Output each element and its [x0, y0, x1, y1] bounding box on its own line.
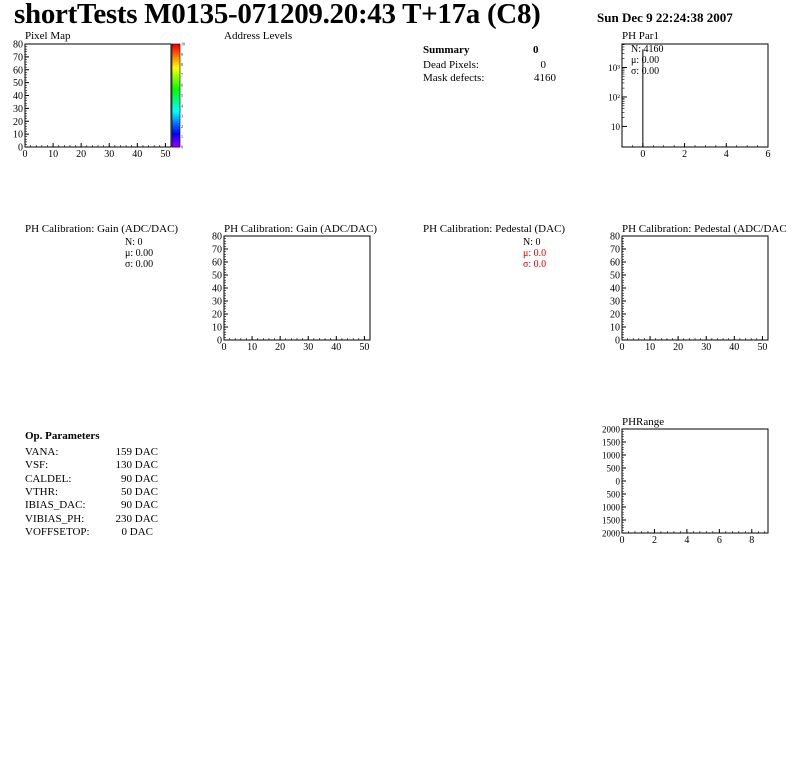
palette-tick-label: 8 [181, 62, 183, 68]
palette-tick-label: 6 [181, 82, 183, 88]
y-tick-label: 50 [212, 270, 222, 282]
summary-row-label: Mask defects: [423, 72, 485, 84]
op-param-label: CALDEL: [25, 473, 72, 485]
x-tick-label: 20 [673, 342, 684, 353]
ph_range-frame [622, 429, 768, 533]
y-tick-label: 70 [212, 244, 222, 256]
x-tick-label: 50 [757, 342, 768, 353]
palette-tick-label: 10 [181, 41, 185, 47]
y-tick-label: 1500 [602, 437, 620, 448]
y-tick-label: 40 [212, 283, 222, 295]
y-tick-label: 70 [13, 52, 23, 64]
y-tick-label: 10 [611, 121, 620, 132]
y-tick-label: 60 [212, 257, 222, 269]
palette-cell [172, 44, 180, 47]
y-tick-label: 20 [212, 309, 222, 321]
pedestal-stat-n: N: 0 [523, 237, 541, 248]
y-tick-label: 10² [608, 92, 620, 103]
op-param-value: 0 DAC [121, 526, 153, 538]
pedestal-stat-sigma: σ: 0.0 [523, 259, 547, 270]
x-tick-label: 2 [651, 535, 657, 546]
summary-title: Summary [423, 44, 470, 56]
pedestal-stats-title: PH Calibration: Pedestal (DAC) [423, 223, 566, 235]
x-tick-label: 10 [645, 342, 656, 353]
page-title: shortTests M0135-071209.20:43 T+17a (C8) [14, 0, 541, 30]
y-tick-label: 10 [610, 322, 620, 334]
y-tick-label: 10³ [608, 63, 620, 74]
ph-par1-stat-n: N: 4160 [631, 44, 664, 55]
palette-tick-label: 0 [181, 144, 183, 150]
op-param-label: VSF: [25, 459, 49, 471]
y-tick-label: 70 [610, 244, 620, 256]
y-tick-label: 500 [606, 489, 620, 500]
palette-tick-label: 4 [181, 103, 183, 109]
pedestal-stat-mu: μ: 0.0 [523, 248, 547, 259]
summary-row-label: Dead Pixels: [423, 59, 479, 71]
x-tick-label: 6 [716, 535, 722, 546]
y-tick-label: 40 [610, 283, 620, 295]
ph-range-title: PHRange [622, 416, 665, 428]
op-param-label: IBIAS_DAC: [25, 499, 86, 511]
pedestal-map-title: PH Calibration: Pedestal (ADC/DAC [622, 223, 787, 235]
op-param-value: 90 DAC [121, 499, 158, 511]
palette-tick-label: 5 [181, 93, 183, 98]
ph-par1-title: PH Par1 [622, 30, 659, 42]
op-param-label: VOFFSETOP: [25, 526, 90, 538]
palette-tick-label: 9 [181, 51, 183, 57]
y-tick-label: 2000 [602, 424, 620, 435]
op-param-label: VANA: [25, 446, 59, 458]
y-tick-label: 2000 [602, 528, 620, 539]
x-tick-label: 2 [682, 149, 688, 160]
ph-par1-stat-sigma: σ: 0.00 [631, 66, 660, 77]
ph-par1-frame [622, 44, 768, 147]
op-param-value: 50 DAC [121, 486, 158, 498]
x-tick-label: 10 [48, 149, 59, 160]
pedestal_map-frame [622, 236, 768, 340]
ph-par1-stat-mu: μ: 0.00 [631, 55, 660, 66]
x-tick-label: 10 [247, 342, 258, 353]
y-tick-label: 20 [610, 309, 620, 321]
date-stamp: Sun Dec 9 22:24:38 2007 [597, 10, 733, 25]
y-tick-label: 80 [610, 231, 620, 243]
palette-tick-label: 3 [181, 113, 183, 119]
gain_map-frame [224, 236, 370, 340]
y-tick-label: 0 [615, 335, 620, 347]
x-tick-label: 6 [765, 149, 771, 160]
x-tick-label: 30 [104, 149, 115, 160]
x-tick-label: 0 [22, 149, 28, 160]
y-tick-label: 1000 [602, 502, 620, 513]
palette-tick-label: 2 [181, 123, 183, 129]
x-tick-label: 20 [76, 149, 87, 160]
address-levels-title: Address Levels [224, 30, 293, 42]
x-tick-label: 30 [303, 342, 314, 353]
summary-row-value: 0 [540, 59, 546, 71]
y-tick-label: 80 [13, 39, 23, 51]
y-tick-label: 20 [13, 116, 23, 128]
x-tick-label: 40 [132, 149, 143, 160]
y-tick-label: 60 [13, 65, 23, 77]
summary-row-value: 4160 [534, 72, 556, 84]
op-param-label: VIBIAS_PH: [25, 513, 85, 525]
op-param-value: 130 DAC [115, 459, 158, 471]
x-tick-label: 0 [221, 342, 227, 353]
palette-tick-label: 7 [181, 72, 183, 78]
y-tick-label: 0 [217, 335, 222, 347]
op-param-label: VTHR: [25, 486, 58, 498]
x-tick-label: 0 [640, 149, 646, 160]
summary-value: 0 [533, 44, 539, 56]
op-param-value: 230 DAC [115, 513, 158, 525]
y-tick-label: 40 [13, 91, 23, 102]
y-tick-label: 10 [13, 129, 23, 141]
y-tick-label: 500 [606, 463, 620, 474]
y-tick-label: 50 [13, 78, 23, 90]
y-tick-label: 1500 [602, 515, 620, 526]
x-tick-label: 50 [160, 149, 171, 160]
y-tick-label: 30 [13, 103, 23, 115]
y-tick-label: 0 [18, 142, 23, 154]
pixel_map-frame [25, 44, 171, 147]
gain-stat-n: N: 0 [125, 237, 143, 248]
op-param-value: 159 DAC [115, 446, 158, 458]
x-tick-label: 20 [275, 342, 286, 353]
gain-stat-sigma: σ: 0.00 [125, 259, 154, 270]
x-tick-label: 4 [723, 149, 729, 160]
x-tick-label: 0 [619, 535, 625, 546]
y-tick-label: 80 [212, 231, 222, 243]
gain-stat-mu: μ: 0.00 [125, 248, 154, 259]
y-tick-label: 1000 [602, 450, 620, 461]
y-tick-label: 60 [610, 257, 620, 269]
y-tick-label: 30 [212, 296, 222, 308]
y-tick-label: 10 [212, 322, 222, 334]
op-param-value: 90 DAC [121, 473, 158, 485]
x-tick-label: 8 [749, 535, 755, 546]
pixel-map-title: Pixel Map [25, 30, 71, 42]
x-tick-label: 4 [684, 535, 690, 546]
x-tick-label: 40 [729, 342, 740, 353]
y-tick-label: 0 [615, 476, 620, 487]
x-tick-label: 40 [331, 342, 342, 353]
gain-stats-title: PH Calibration: Gain (ADC/DAC) [25, 223, 179, 235]
x-tick-label: 30 [701, 342, 712, 353]
gain-map-title: PH Calibration: Gain (ADC/DAC) [224, 223, 378, 235]
x-tick-label: 50 [359, 342, 370, 353]
x-tick-label: 0 [619, 342, 625, 353]
palette-tick-label: 1 [181, 134, 183, 140]
y-tick-label: 30 [610, 296, 620, 308]
y-tick-label: 50 [610, 270, 620, 282]
op-parameters-title: Op. Parameters [25, 430, 100, 442]
